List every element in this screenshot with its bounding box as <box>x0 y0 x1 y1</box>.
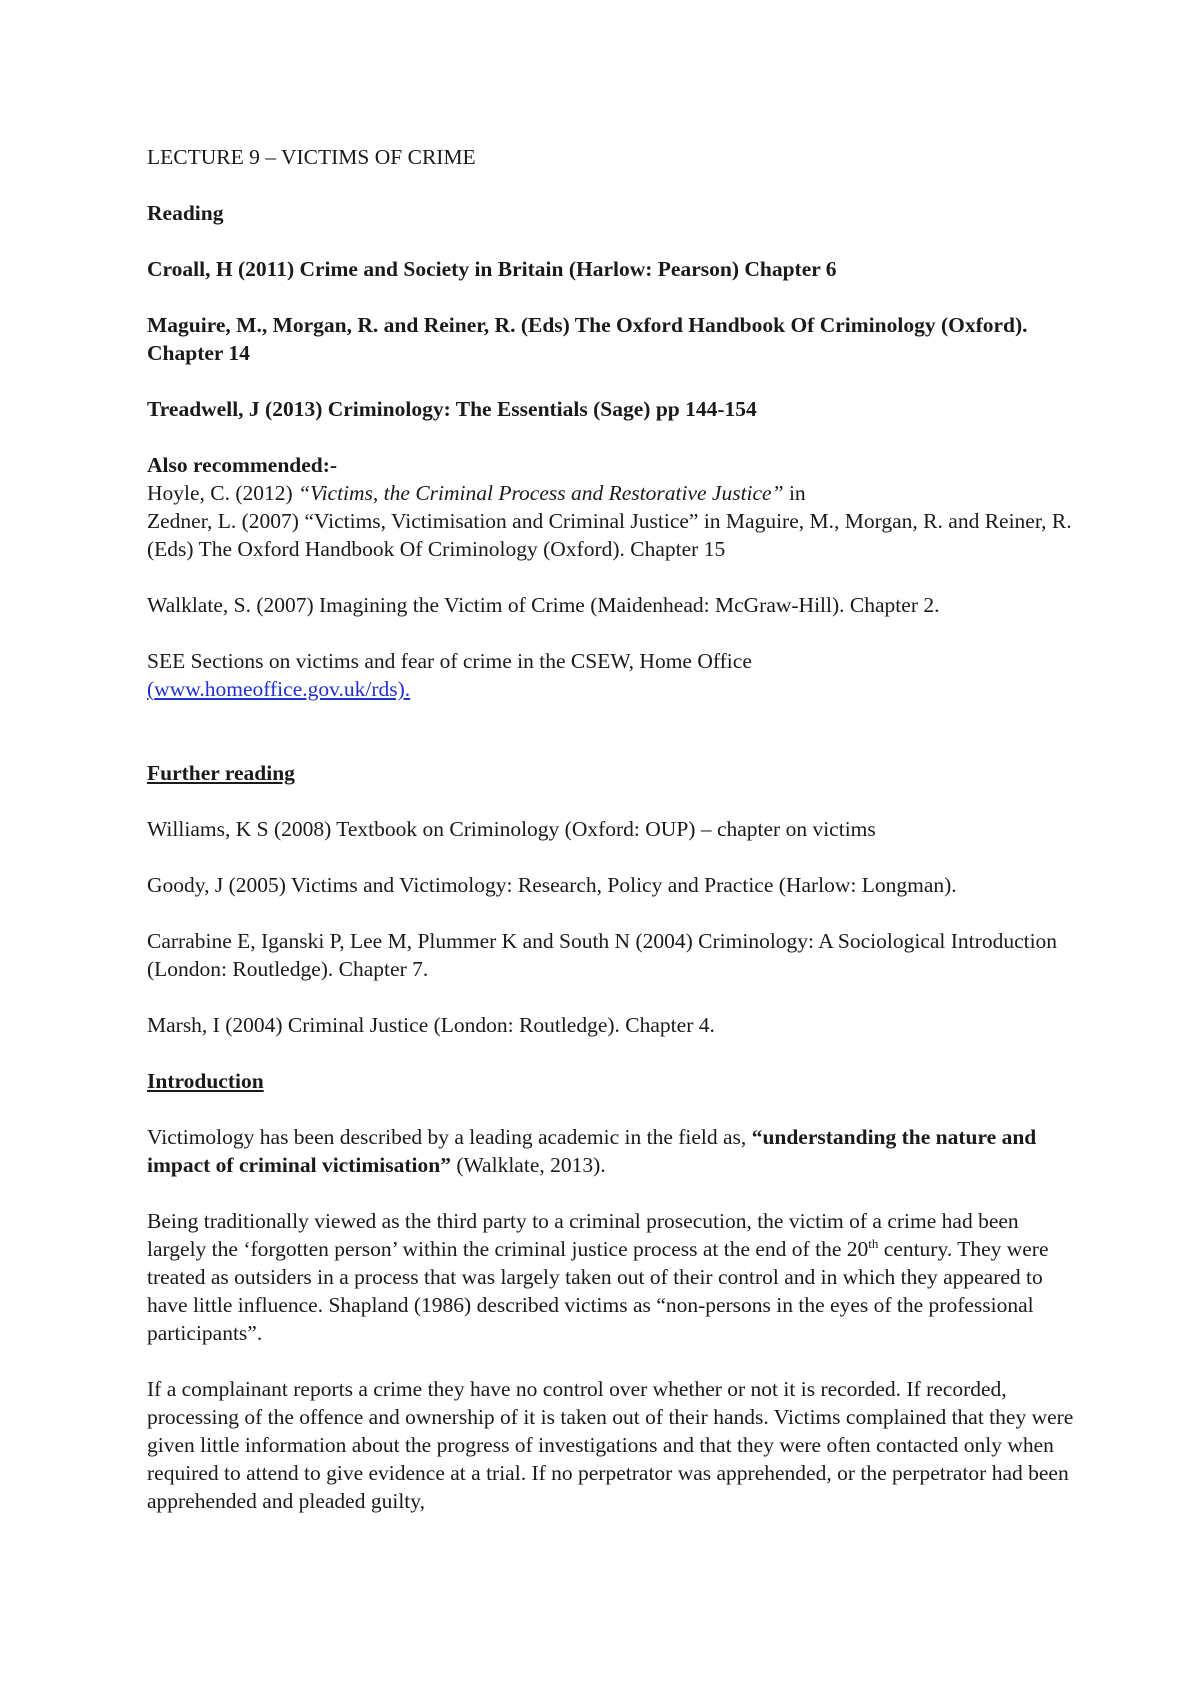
intro-p2-superscript: th <box>868 1235 879 1251</box>
reading-item: Treadwell, J (2013) Criminology: The Essentials (Sage) pp 144-154 <box>147 397 757 421</box>
reference-walklate: Walklate, S. (2007) Imagining the Victim of Crime (Maidenhead: McGraw-Hill). Chapter 2. <box>147 593 940 617</box>
intro-p1-quote: “understanding the nature and impact of criminal victimisation” <box>147 1125 1037 1177</box>
see-text: SEE Sections on victims and fear of crime in the CSEW, Home Office <box>147 649 752 673</box>
intro-p1-text: Victimology has been described by a leading academic in the field as, <box>147 1125 752 1149</box>
further-item: Williams, K S (2008) Textbook on Criminology (Oxford: OUP) – chapter on victims <box>147 817 876 841</box>
reading-item: Maguire, M., Morgan, R. and Reiner, R. (Eds) The Oxford Handbook Of Criminology (Oxford). Chapter 14 <box>147 313 1028 365</box>
see-note <box>147 647 1077 703</box>
further-item: Goody, J (2005) Victims and Victimology: Research, Policy and Practice (Harlow: Longman). <box>147 873 957 897</box>
intro-p2-text: Being traditionally viewed as the third party to a criminal prosecution, the victim of a crime had been largely the ‘forgotten person’ within the criminal justice process at the end of the 20 <box>147 1209 1019 1261</box>
further-item: Carrabine E, Iganski P, Lee M, Plummer K and South N (2004) Criminology: A Sociological Introduction (London: Routledge). Chapter 7. <box>147 929 1058 981</box>
lecture-title: LECTURE 9 – VICTIMS OF CRIME <box>147 145 476 169</box>
intro-p2-text-rest: century. They were treated as outsiders in a process that was largely taken out of their control and in which they appeared to have little influence. Shapland (1986) described victims as “non-persons in the eyes of the professional participants”. <box>147 1237 1049 1345</box>
further-reading-heading: Further reading <box>147 761 295 785</box>
reference-hoyle <box>147 479 1077 507</box>
reading-heading: Reading <box>147 201 224 225</box>
intro-p1-citation: (Walklate, 2013). <box>450 1153 606 1177</box>
introduction-heading: Introduction <box>147 1069 264 1093</box>
document-page <box>147 143 1077 1543</box>
further-item: Marsh, I (2004) Criminal Justice (London: Routledge). Chapter 4. <box>147 1013 715 1037</box>
hoyle-title: “Victims, the Criminal Process and Restorative Justice” <box>298 481 784 505</box>
homeoffice-link-paren[interactable]: ( <box>147 677 155 701</box>
intro-paragraph-1 <box>147 1123 1077 1179</box>
intro-paragraph-3: If a complainant reports a crime they have no control over whether or not it is recorded. If recorded, processing of the offence and ownership of it is taken out of their hands. Victims complained that they were given little information about the progress of investigations and that they were often contacted only when required to attend to give evidence at a trial. If no perpetrator was apprehended, or the perpetrator had been apprehended and pleaded guilty, <box>147 1377 1074 1513</box>
intro-paragraph-2 <box>147 1207 1077 1347</box>
reference-zedner: Zedner, L. (2007) “Victims, Victimisation and Criminal Justice” in Maguire, M., Morgan, R. and Reiner, R. (Eds) The Oxford Handbook Of Criminology (Oxford). Chapter 15 <box>147 509 1072 561</box>
homeoffice-link[interactable]: www.homeoffice.gov.uk/rds). <box>154 677 411 701</box>
hoyle-prefix: Hoyle, C. (2012) <box>147 481 299 505</box>
hoyle-suffix: in <box>783 481 806 505</box>
reading-item: Croall, H (2011) Crime and Society in Britain (Harlow: Pearson) Chapter 6 <box>147 257 837 281</box>
also-recommended-heading: Also recommended:- <box>147 453 338 477</box>
